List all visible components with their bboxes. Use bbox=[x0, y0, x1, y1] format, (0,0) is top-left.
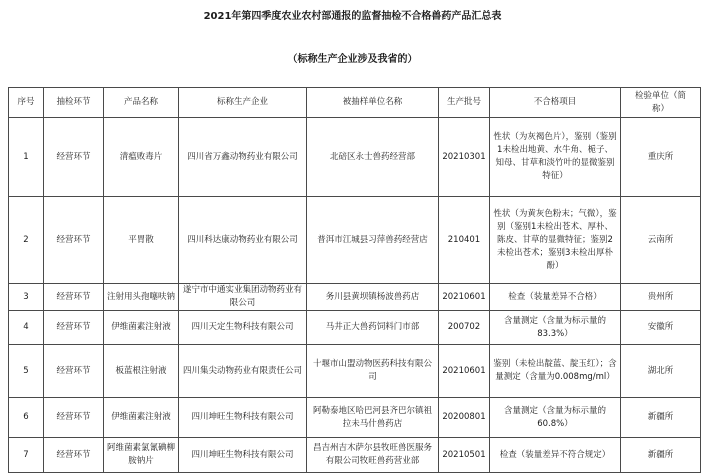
cell-serial: 5 bbox=[9, 345, 44, 398]
cell-failed-items: 检查（装量差异不合格） bbox=[490, 284, 621, 311]
cell-manufacturer: 四川坤旺生物科技有限公司 bbox=[179, 438, 307, 473]
summary-table bbox=[8, 87, 701, 473]
cell-stage: 经营环节 bbox=[44, 311, 104, 345]
cell-product: 板蓝根注射液 bbox=[104, 345, 179, 398]
cell-product: 平胃散 bbox=[104, 197, 179, 284]
cell-batch: 20210601 bbox=[439, 345, 490, 398]
cell-manufacturer: 四川天定生物科技有限公司 bbox=[179, 311, 307, 345]
cell-batch: 20210501 bbox=[439, 438, 490, 473]
cell-lab: 云南所 bbox=[621, 197, 701, 284]
cell-lab: 新疆所 bbox=[621, 398, 701, 438]
cell-stage: 经营环节 bbox=[44, 398, 104, 438]
cell-batch: 20200801 bbox=[439, 398, 490, 438]
table-row bbox=[9, 311, 701, 345]
cell-batch: 20210601 bbox=[439, 284, 490, 311]
cell-lab: 贵州所 bbox=[621, 284, 701, 311]
cell-failed-items: 鉴别（未检出靛蓝、靛玉红）；含量测定（含量为0.008mg/ml） bbox=[490, 345, 621, 398]
cell-lab: 重庆所 bbox=[621, 118, 701, 197]
header-failed-items: 不合格项目 bbox=[490, 88, 621, 118]
header-lab: 检验单位（简称） bbox=[621, 88, 701, 118]
header-manufacturer: 标称生产企业 bbox=[179, 88, 307, 118]
cell-serial: 6 bbox=[9, 398, 44, 438]
cell-serial: 4 bbox=[9, 311, 44, 345]
table-row bbox=[9, 345, 701, 398]
cell-batch: 210401 bbox=[439, 197, 490, 284]
cell-sampled-unit: 阿勒泰地区哈巴河县齐巴尔镇祖拉未马什兽药店 bbox=[307, 398, 439, 438]
table-row bbox=[9, 284, 701, 311]
cell-lab: 安徽所 bbox=[621, 311, 701, 345]
header-product: 产品名称 bbox=[104, 88, 179, 118]
cell-product: 阿维菌素氯氰碘柳胺钠片 bbox=[104, 438, 179, 473]
cell-manufacturer: 遂宁市中通实业集团动物药业有限公司 bbox=[179, 284, 307, 311]
cell-sampled-unit: 北碚区永士兽药经营部 bbox=[307, 118, 439, 197]
cell-manufacturer: 四川集尖动物药业有限责任公司 bbox=[179, 345, 307, 398]
cell-stage: 经营环节 bbox=[44, 118, 104, 197]
cell-sampled-unit: 马井正大兽药饲料门市部 bbox=[307, 311, 439, 345]
cell-batch: 20210301 bbox=[439, 118, 490, 197]
cell-serial: 3 bbox=[9, 284, 44, 311]
cell-sampled-unit: 十堰市山盟动物医药科技有限公司 bbox=[307, 345, 439, 398]
header-batch: 生产批号 bbox=[439, 88, 490, 118]
cell-manufacturer: 四川省万鑫动物药业有限公司 bbox=[179, 118, 307, 197]
cell-serial: 2 bbox=[9, 197, 44, 284]
header-stage: 抽检环节 bbox=[44, 88, 104, 118]
header-serial: 序号 bbox=[9, 88, 44, 118]
cell-failed-items: 性状（为灰褐色片），鉴别（鉴别1未检出地黄、水牛角、栀子、知母、甘草和淡竹叶的显微鉴别特征） bbox=[490, 118, 621, 197]
document-title: 2021年第四季度农业农村部通报的监督抽检不合格兽药产品汇总表 bbox=[203, 11, 502, 22]
cell-stage: 经营环节 bbox=[44, 284, 104, 311]
cell-product: 清瘟败毒片 bbox=[104, 118, 179, 197]
cell-product: 注射用头孢噻呋钠 bbox=[104, 284, 179, 311]
cell-product: 伊维菌素注射液 bbox=[104, 398, 179, 438]
cell-product: 伊维菌素注射液 bbox=[104, 311, 179, 345]
cell-stage: 经营环节 bbox=[44, 345, 104, 398]
cell-stage: 经营环节 bbox=[44, 438, 104, 473]
table-row bbox=[9, 398, 701, 438]
cell-failed-items: 检查（装量差异不符合规定） bbox=[490, 438, 621, 473]
cell-serial: 1 bbox=[9, 118, 44, 197]
cell-sampled-unit: 昌吉州吉木萨尔县牧旺兽医服务有限公司牧旺兽药营业部 bbox=[307, 438, 439, 473]
cell-manufacturer: 四川科达康动物药业有限公司 bbox=[179, 197, 307, 284]
header-sampled-unit: 被抽样单位名称 bbox=[307, 88, 439, 118]
cell-failed-items: 性状（为黄灰色粉末；气微），鉴别（鉴别1未检出苍术、厚朴、陈皮、甘草的显微特征；鉴别2未检出苍术；鉴别3未检出厚朴酚） bbox=[490, 197, 621, 284]
cell-lab: 湖北所 bbox=[621, 345, 701, 398]
table-row bbox=[9, 438, 701, 473]
cell-batch: 200702 bbox=[439, 311, 490, 345]
cell-failed-items: 含量测定（含量为标示量的83.3%） bbox=[490, 311, 621, 345]
table-row bbox=[9, 118, 701, 197]
cell-stage: 经营环节 bbox=[44, 197, 104, 284]
cell-failed-items: 含量测定（含量为标示量的60.8%） bbox=[490, 398, 621, 438]
table-row bbox=[9, 197, 701, 284]
cell-sampled-unit: 务川县黄坝镇杨波兽药店 bbox=[307, 284, 439, 311]
cell-lab: 新疆所 bbox=[621, 438, 701, 473]
cell-serial: 7 bbox=[9, 438, 44, 473]
document-subtitle: （标称生产企业涉及我省的） bbox=[287, 54, 418, 65]
cell-manufacturer: 四川坤旺生物科技有限公司 bbox=[179, 398, 307, 438]
table-header-row bbox=[9, 88, 701, 118]
cell-sampled-unit: 普洱市江城县习萍兽药经营店 bbox=[307, 197, 439, 284]
